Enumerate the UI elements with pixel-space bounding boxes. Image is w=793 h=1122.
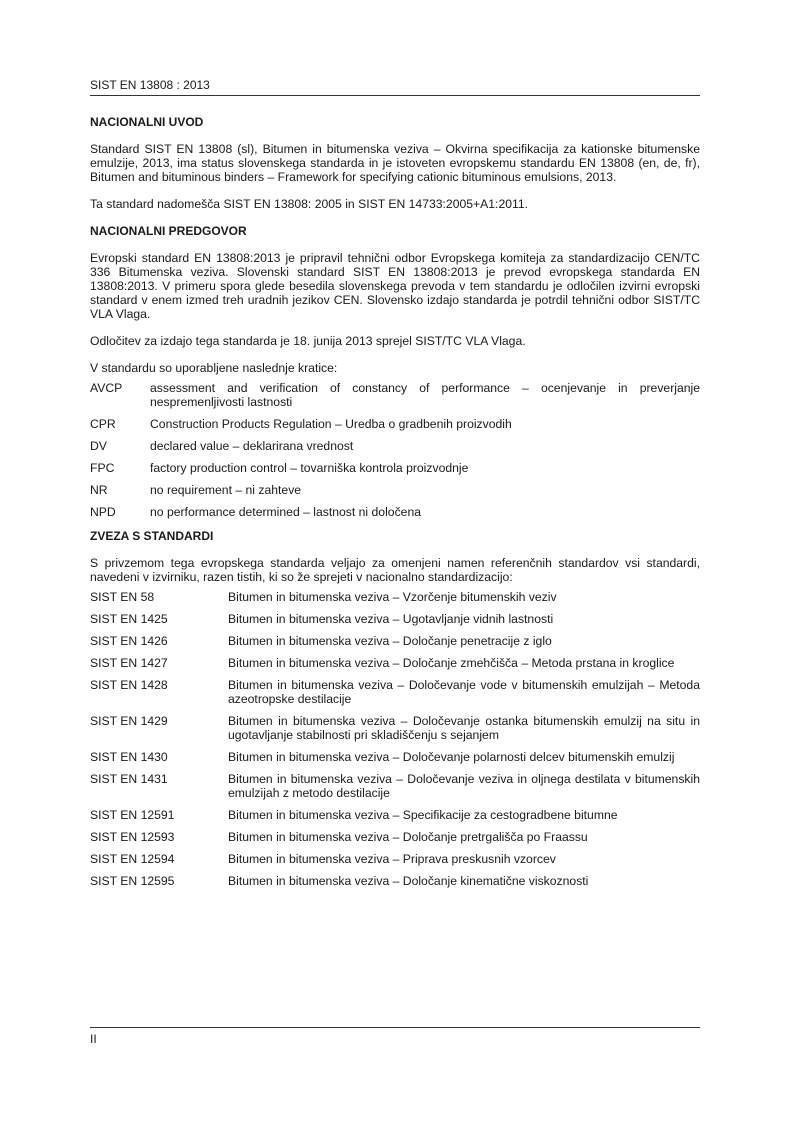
reference-standard: SIST EN 58 [90,590,155,604]
reference-standard: SIST EN 1427 [90,656,168,670]
document-header: SIST EN 13808 : 2013 [90,78,210,92]
abbreviation-value: factory production control – tovarniška kontrola proizvodnje [150,461,469,475]
reference-row [90,656,700,670]
section-heading-zveza: ZVEZA S STANDARDI [90,529,214,543]
reference-standard: SIST EN 1431 [90,772,168,786]
uvod-paragraph-1: Standard SIST EN 13808 (sl), Bitumen in bitumenska veziva – Okvirna specifikacija za kationske bitumenske emulzije, 2013, ima status slovenskega standarda in je istoveten evropskemu standardu EN 13808 (en, de, fr), Bitumen and bituminous binders – Framework for specifying cationic bituminous emulsions, 2013. [90,142,700,184]
reference-row [90,772,700,800]
reference-standard: SIST EN 12594 [90,852,175,866]
reference-row [90,678,700,706]
reference-standard: SIST EN 12595 [90,874,175,888]
footer-divider [90,1027,700,1028]
predgovor-paragraph-2: Odločitev za izdajo tega standarda je 18. junija 2013 sprejel SIST/TC VLA Vlaga. [90,334,526,348]
abbreviation-key: FPC [90,461,115,475]
zveza-paragraph-1: S privzemom tega evropskega standarda veljajo za omenjeni namen referenčnih standardov vsi standardi, navedeni v izvirniku, razen tistih, ki so že sprejeti v nacionalno standardizacijo: [90,556,700,584]
reference-row [90,830,700,844]
reference-title: Bitumen in bitumenska veziva – Določanje pretrgališča po Fraassu [228,830,588,844]
reference-title: Bitumen in bitumenska veziva – Vzorčenje bitumenskih veziv [228,590,557,604]
section-heading-uvod: NACIONALNI UVOD [90,115,204,129]
reference-title: Bitumen in bitumenska veziva – Specifikacije za cestogradbene bitumne [228,808,618,822]
predgovor-paragraph-3: V standardu so uporabljene naslednje kratice: [90,361,338,375]
reference-row [90,714,700,742]
reference-row [90,852,700,866]
abbreviation-row [90,439,700,453]
reference-title: Bitumen in bitumenska veziva – Ugotavljanje vidnih lastnosti [228,612,554,626]
reference-list [90,590,700,888]
reference-title: Bitumen in bitumenska veziva – Priprava preskusnih vzorcev [228,852,556,866]
abbreviation-value: declared value – deklarirana vrednost [150,439,354,453]
abbreviation-list [90,381,700,519]
reference-title: Bitumen in bitumenska veziva – Določevanje ostanka bitumenskih emulzij na situ in ugotavljanje stabilnosti pri skladiščenju s sejanjem [228,714,700,742]
reference-title: Bitumen in bitumenska veziva – Določanje kinematične viskoznosti [228,874,589,888]
section-nacionalni-predgovor [90,224,700,519]
reference-row [90,750,700,764]
reference-row [90,634,700,648]
reference-standard: SIST EN 1425 [90,612,168,626]
document-body [90,115,700,896]
reference-row [90,590,700,604]
abbreviation-value: no requirement – ni zahteve [150,483,302,497]
section-heading-predgovor: NACIONALNI PREDGOVOR [90,224,247,238]
abbreviation-key: CPR [90,417,116,431]
uvod-paragraph-2: Ta standard nadomešča SIST EN 13808: 2005 in SIST EN 14733:2005+A1:2011. [90,197,529,211]
abbreviation-key: NPD [90,505,116,519]
abbreviation-key: AVCP [90,381,123,395]
section-nacionalni-uvod [90,115,700,211]
reference-title: Bitumen in bitumenska veziva – Določanje penetracije z iglo [228,634,552,648]
reference-standard: SIST EN 12593 [90,830,175,844]
abbreviation-value: Construction Products Regulation – Uredba o gradbenih proizvodih [150,417,512,431]
reference-title: Bitumen in bitumenska veziva – Določevanje polarnosti delcev bitumenskih emulzij [228,750,675,764]
predgovor-paragraph-1: Evropski standard EN 13808:2013 je pripravil tehnični odbor Evropskega komiteja za standardizacijo CEN/TC 336 Bitumenska veziva. Slovenski standard SIST EN 13808:2013 je prevod evropskega standarda EN 13808:2013. V primeru spora glede besedila slovenskega prevoda v tem standardu je odločilen izvirni evropski standard v enem izmed treh uradnih jezikov CEN. Slovensko izdajo standarda je potrdil tehnični odbor SIST/TC VLA Vlaga. [90,251,700,321]
reference-row [90,808,700,822]
section-zveza-s-standardi [90,529,700,888]
reference-title: Bitumen in bitumenska veziva – Določevanje veziva in oljnega destilata v bitumenskih emulzijah z metodo destilacije [228,772,700,800]
abbreviation-value: assessment and verification of constancy of performance – ocenjevanje in preverjanje nespremenljivosti lastnosti [150,381,700,409]
header-divider [90,95,700,96]
reference-standard: SIST EN 12591 [90,808,175,822]
abbreviation-key: NR [90,483,108,497]
abbreviation-row [90,417,700,431]
reference-row [90,874,700,888]
abbreviation-row [90,505,700,519]
reference-standard: SIST EN 1430 [90,750,168,764]
abbreviation-value: no performance determined – lastnost ni določena [150,505,421,519]
abbreviation-row [90,381,700,409]
abbreviation-row [90,461,700,475]
reference-title: Bitumen in bitumenska veziva – Določevanje vode v bitumenskih emulzijah – Metoda azeotropske destilacije [228,678,700,706]
abbreviation-key: DV [90,439,107,453]
abbreviation-row [90,483,700,497]
reference-standard: SIST EN 1429 [90,714,168,728]
reference-standard: SIST EN 1426 [90,634,168,648]
reference-title: Bitumen in bitumenska veziva – Določanje zmehčišča – Metoda prstana in kroglice [228,656,675,670]
reference-row [90,612,700,626]
reference-standard: SIST EN 1428 [90,678,168,692]
page-number: II [90,1032,97,1046]
